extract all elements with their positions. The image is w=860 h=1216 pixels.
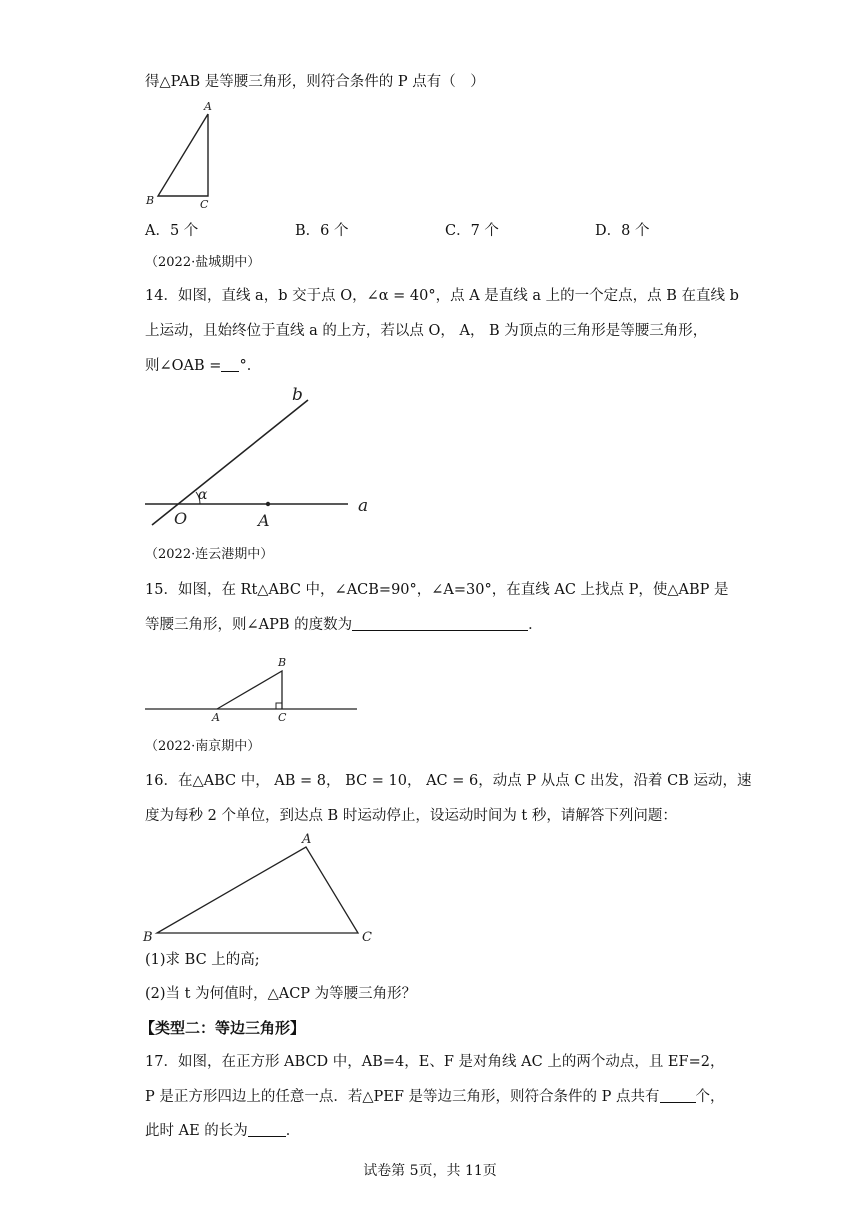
q14-label-a-point: A: [258, 511, 270, 530]
q13-option-c: C．7 个: [445, 223, 499, 239]
q13-option-d: D．8 个: [595, 223, 650, 239]
q13-label-a: A: [204, 100, 212, 113]
q17-line-3: 此时 AE 的长为 ．: [145, 1120, 300, 1141]
q15-figure: [140, 650, 360, 730]
q16-sub-2: (2)当 t 为何值时，△ACP 为等腰三角形？: [145, 986, 417, 1002]
q14-label-alpha: α: [198, 487, 208, 503]
q14-source: （2022·盐城期中）: [145, 255, 261, 270]
q16-line-2: 度为每秒 2 个单位，到达点 B 时运动停止，设运动时间为 t 秒，请解答下列问题：: [145, 808, 677, 824]
q13-label-c: C: [200, 198, 209, 211]
q16-label-a: A: [302, 832, 312, 847]
q16-sub-1: (1)求 BC 上的高;: [145, 952, 260, 968]
q15-source: （2022·连云港期中）: [145, 547, 274, 562]
q13-label-b: B: [146, 194, 155, 207]
q15-line-1: 15．如图，在 Rt△ABC 中，∠ACB=90°，∠A=30°，在直线 AC 上找点 P，使△ABP 是: [145, 582, 729, 598]
q16-figure: [140, 828, 390, 948]
q14-label-b: b: [292, 385, 303, 405]
q13-option-a: A．5 个: [145, 223, 199, 239]
q13-option-b: B．6 个: [295, 223, 349, 239]
q16-source: （2022·南京期中）: [145, 739, 261, 754]
section-heading: 【类型二：等边三角形】: [140, 1019, 306, 1037]
q15-label-c: C: [278, 711, 287, 724]
q16-label-b: B: [143, 930, 153, 945]
q15-line-2: 等腰三角形，则∠APB 的度数为 ．: [145, 614, 543, 635]
q14-label-o: O: [174, 509, 188, 528]
q17-line-1: 17．如图，在正方形 ABCD 中，AB=4，E、F 是对角线 AC 上的两个动点，且 EF=2，: [145, 1054, 725, 1070]
q16-line-1: 16．在△ABC 中， AB = 8， BC = 10， AC = 6，动点 P 从点 C 出发，沿着 CB 运动，速: [145, 773, 752, 789]
q13-text: 得△PAB 是等腰三角形，则符合条件的 P 点有（ ）: [145, 74, 485, 90]
q14-figure: [140, 380, 380, 530]
q14-line-2: 上运动，且始终位于直线 a 的上方，若以点 O， A， B 为顶点的三角形是等腰三角形，: [145, 323, 708, 339]
q15-label-a: A: [212, 711, 220, 724]
q15-label-b: B: [278, 656, 287, 669]
q17-line-2: P 是正方形四边上的任意一点．若△PEF 是等边三角形，则符合条件的 P 点共有 个，: [145, 1086, 725, 1107]
q14-line-3: 则∠OAB = °．: [145, 355, 261, 376]
q14-label-a-line: a: [358, 496, 369, 516]
q13-figure: [140, 98, 220, 213]
q16-label-c: C: [362, 930, 372, 945]
q14-line-1: 14．如图，直线 a，b 交于点 O，∠α = 40°，点 A 是直线 a 上的一个定点，点 B 在直线 b: [145, 288, 739, 304]
page-footer: 试卷第 5页，共 11页: [363, 1163, 497, 1179]
